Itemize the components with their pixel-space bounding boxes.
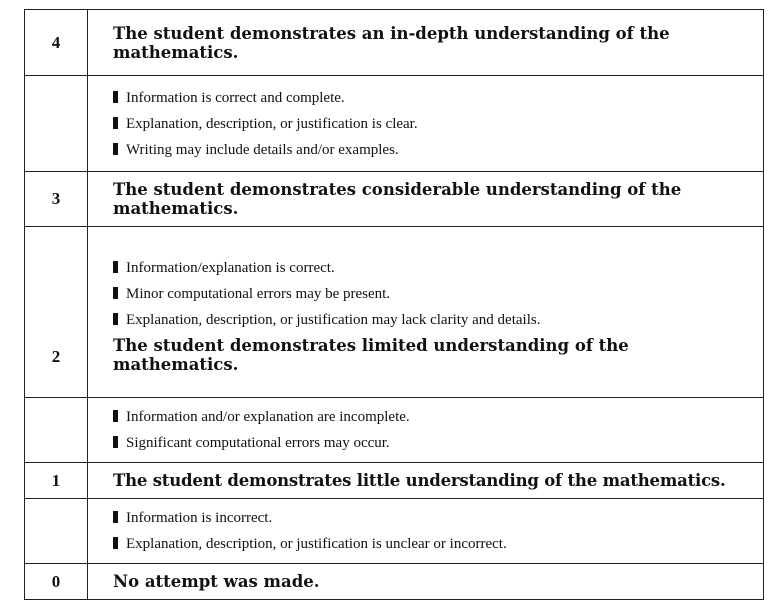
bullet-square-icon xyxy=(113,511,118,523)
rubric-criteria-row xyxy=(25,398,764,463)
bullet-square-icon xyxy=(113,91,118,103)
bullet-square-icon xyxy=(113,261,118,273)
rubric-criteria-row xyxy=(25,499,764,564)
bullet-square-icon xyxy=(113,410,118,422)
criteria-item: Explanation, description, or justification is unclear or incorrect. xyxy=(113,531,755,557)
criteria-list xyxy=(113,85,755,163)
rubric-row-score-4 xyxy=(25,10,764,76)
criteria-list xyxy=(113,505,755,557)
criteria-item: Explanation, description, or justification may lack clarity and details. xyxy=(113,307,755,333)
score-description: No attempt was made. xyxy=(113,572,320,591)
scoring-rubric-table xyxy=(24,9,764,600)
bullet-square-icon xyxy=(113,117,118,129)
empty-score-cell xyxy=(25,398,88,463)
score-cell: 1 xyxy=(25,463,88,499)
criteria-item: Significant computational errors may occur. xyxy=(113,430,755,456)
criteria-item: Minor computational errors may be present. xyxy=(113,281,755,307)
criteria-item: Information and/or explanation are incomplete. xyxy=(113,404,755,430)
score-description: The student demonstrates an in-depth understanding of the mathematics. xyxy=(113,23,670,62)
criteria-list xyxy=(113,251,755,333)
criteria-item: Explanation, description, or justification is clear. xyxy=(113,111,755,137)
score-cell: 3 xyxy=(25,172,88,227)
bullet-square-icon xyxy=(113,436,118,448)
bullet-square-icon xyxy=(113,537,118,549)
rubric-row-score-3 xyxy=(25,172,764,227)
score-cell: 0 xyxy=(25,564,88,600)
rubric-row-score-1 xyxy=(25,463,764,499)
score-description: The student demonstrates limited understanding of the mathematics. xyxy=(113,335,629,374)
score-cell: 2 xyxy=(25,227,88,398)
rubric-row-score-0 xyxy=(25,564,764,600)
score-cell: 4 xyxy=(25,10,88,76)
rubric-row-score-2 xyxy=(25,227,764,398)
criteria-item: Information is correct and complete. xyxy=(113,85,755,111)
bullet-square-icon xyxy=(113,287,118,299)
criteria-item: Writing may include details and/or examples. xyxy=(113,137,755,163)
bullet-square-icon xyxy=(113,313,118,325)
criteria-item: Information is incorrect. xyxy=(113,505,755,531)
criteria-item: Information/explanation is correct. xyxy=(113,255,755,281)
empty-score-cell xyxy=(25,76,88,172)
criteria-list xyxy=(113,404,755,456)
rubric-criteria-row xyxy=(25,76,764,172)
bullet-square-icon xyxy=(113,143,118,155)
score-description: The student demonstrates considerable understanding of the mathematics. xyxy=(113,180,682,218)
empty-score-cell xyxy=(25,499,88,564)
score-description: The student demonstrates little understanding of the mathematics. xyxy=(113,471,726,490)
